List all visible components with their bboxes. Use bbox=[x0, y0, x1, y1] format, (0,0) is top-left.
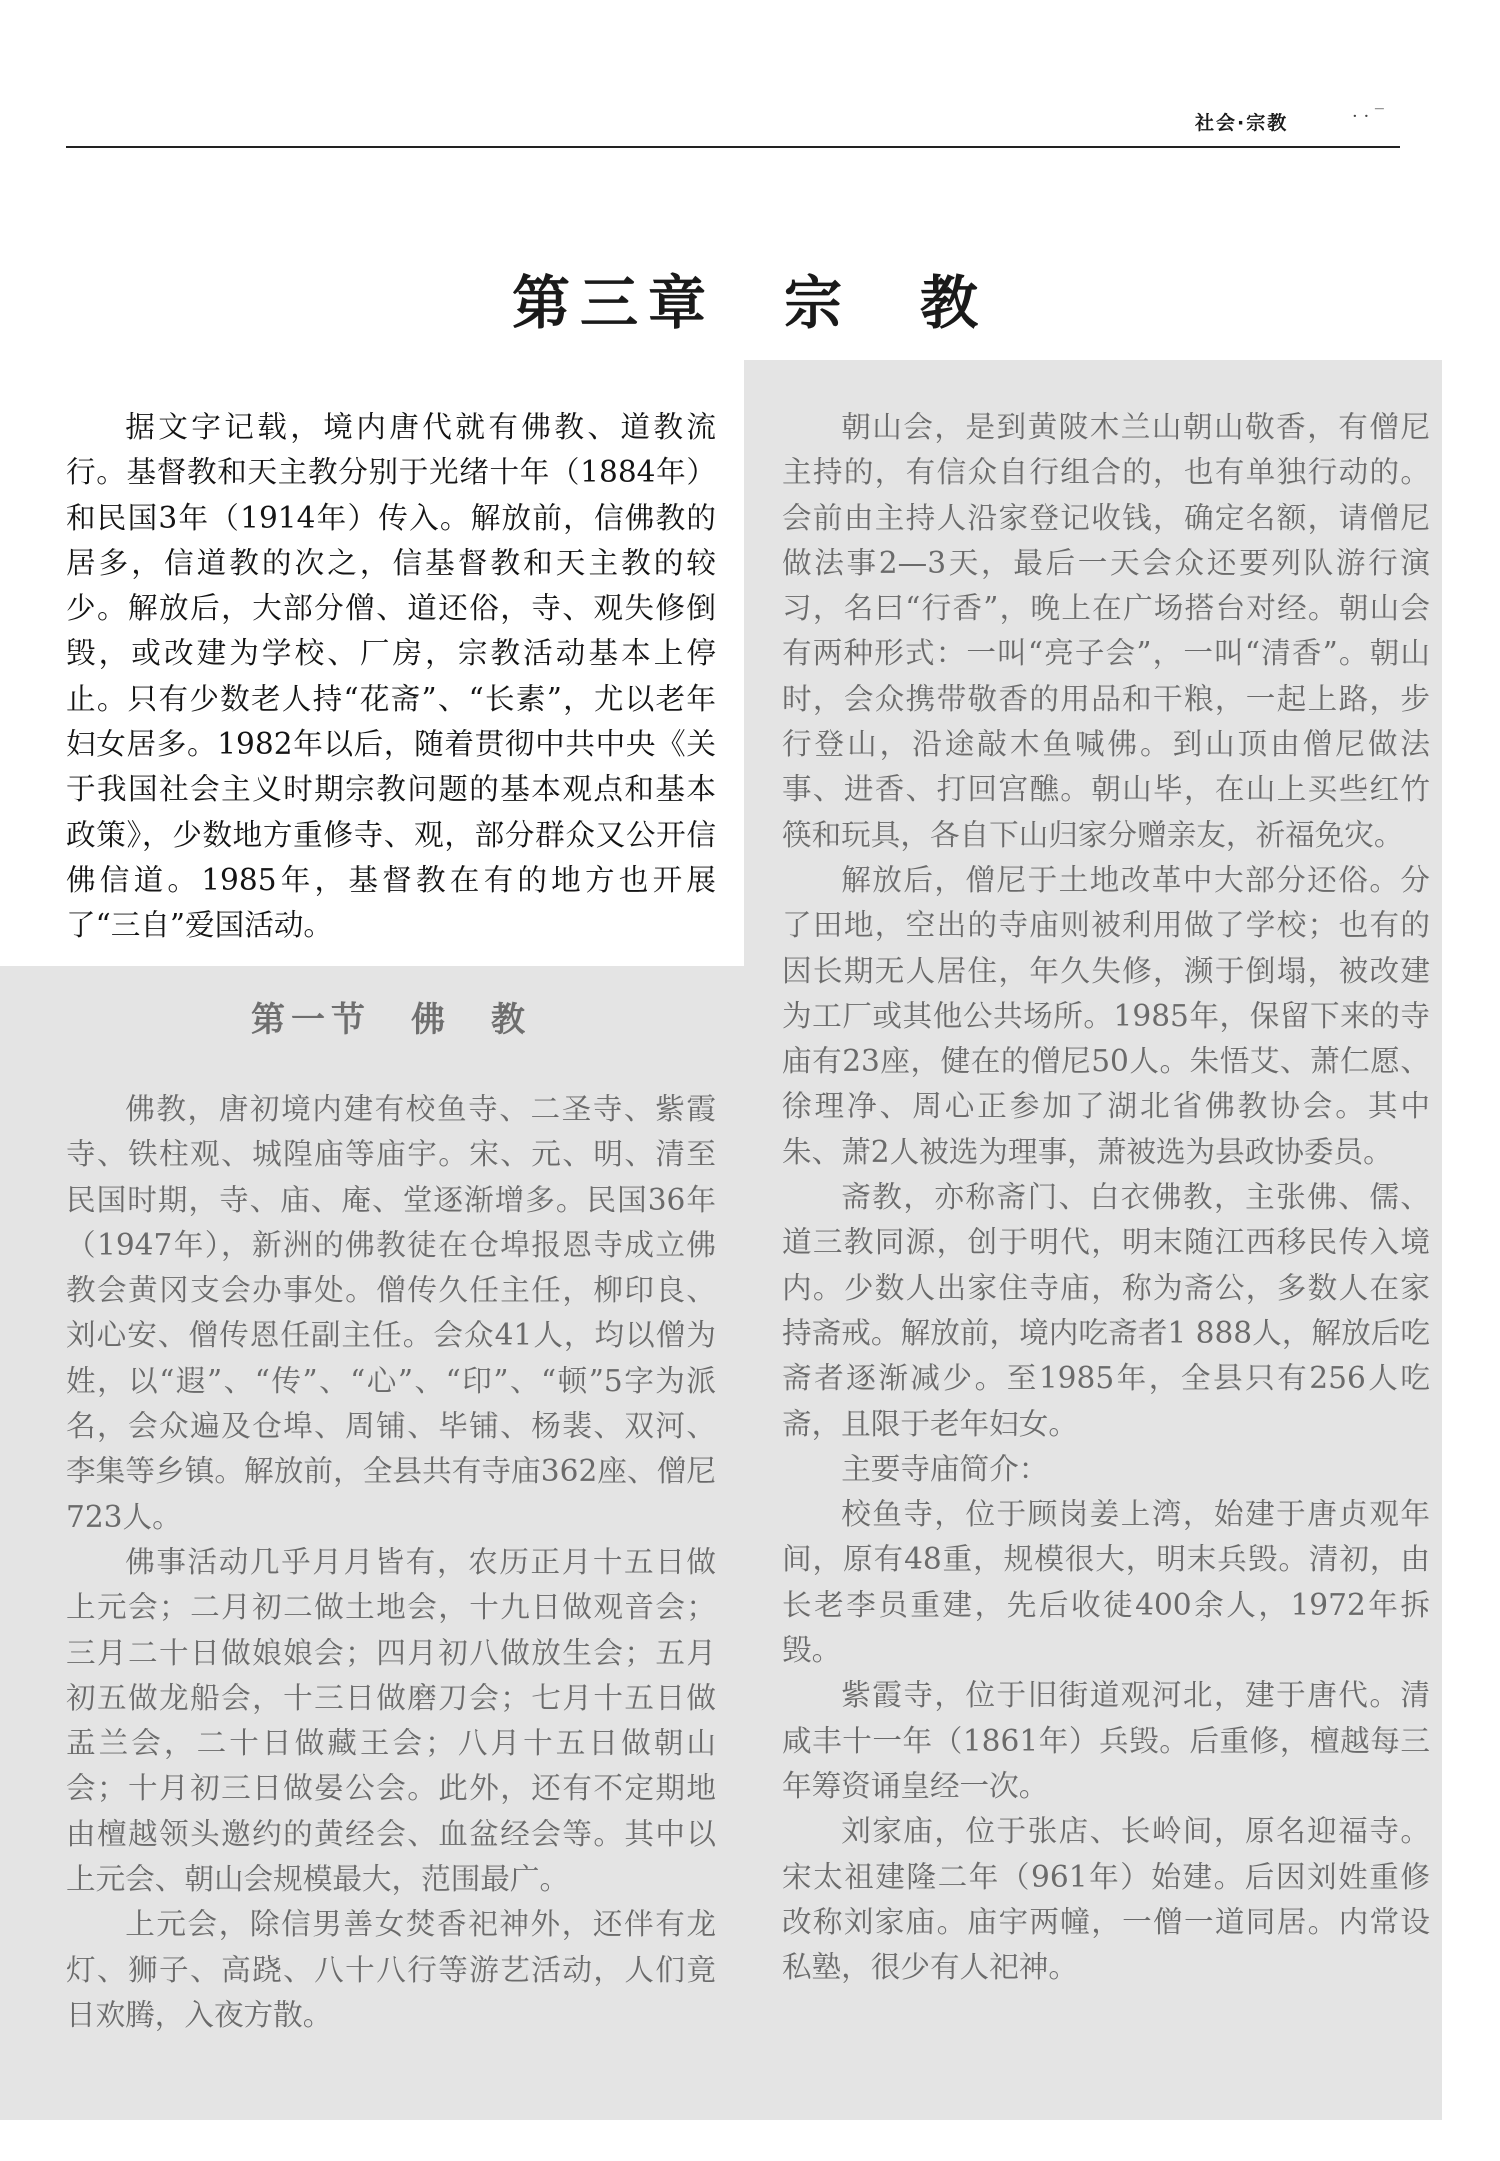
right-column bbox=[782, 405, 1430, 1990]
left-paragraph-3: 上元会，除信男善女焚香祀神外，还伴有龙灯、狮子、高跷、八十八行等游艺活动，人们竟日欢腾，入夜方散。 bbox=[66, 1907, 716, 2032]
left-paragraph-1: 佛教，唐初境内建有校鱼寺、二圣寺、紫霞寺、铁柱观、城隍庙等庙宇。宋、元、明、清至民国时期，寺、庙、庵、堂逐渐增多。民国36年（1947年），新洲的佛教徒在仓埠报恩寺成立佛教会黄冈支会办事处。僧传久任主任，柳印良、刘心安、僧传恩任副主任。会众41人，均以僧为姓，以“遐”、“传”、“心”、“印”、“顿”5字为派名，会众遍及仓埠、周铺、毕铺、杨裴、双河、李集等乡镇。解放前，全县共有寺庙362座、僧尼723人。 bbox=[66, 1092, 716, 1534]
right-paragraph-7: 刘家庙，位于张店、长岭间，原名迎福寺。宋太祖建隆二年（961年）始建。后因刘姓重修改称刘家庙。庙宇两幢，一僧一道同居。内常设私塾，很少有人祀神。 bbox=[782, 1814, 1430, 1985]
header-ornament: · · ‾ bbox=[1352, 106, 1384, 127]
chapter-title: 第三章 宗 教 bbox=[511, 269, 988, 337]
right-paragraph-4: 主要寺庙简介： bbox=[841, 1451, 1049, 1486]
section-title: 第一节 佛 教 bbox=[251, 1000, 531, 1040]
running-header: 社会·宗教 bbox=[1195, 112, 1289, 134]
right-paragraph-5: 校鱼寺，位于顾岗姜上湾，始建于唐贞观年间，原有48重，规模很大，明末兵毁。清初，由长老李员重建，先后收徒400余人，1972年拆毁。 bbox=[782, 1497, 1430, 1668]
right-paragraph-6: 紫霞寺，位于旧街道观河北，建于唐代。清咸丰十一年（1861年）兵毁。后重修，檀越每三年筹资诵皇经一次。 bbox=[782, 1678, 1430, 1803]
right-paragraph-1: 朝山会，是到黄陂木兰山朝山敬香，有僧尼主持的，有信众自行组合的，也有单独行动的。会前由主持人沿家登记收钱，确定名额，请僧尼做法事2—3天，最后一天会众还要列队游行演习，名曰“行香”，晚上在广场搭台对经。朝山会有两种形式：一叫“亮子会”，一叫“清香”。朝山时，会众携带敬香的用品和干粮，一起上路，步行登山，沿途敲木鱼喊佛。到山顶由僧尼做法事、进香、打回宫醮。朝山毕，在山上买些红竹筷和玩具，各自下山归家分赠亲友，祈福免灾。 bbox=[782, 410, 1430, 852]
left-paragraph-2: 佛事活动几乎月月皆有，农历正月十五日做上元会；二月初二做土地会，十九日做观音会；三月二十日做娘娘会；四月初八做放生会；五月初五做龙船会，十三日做磨刀会；七月十五日做盂兰会，二十日做藏王会；八月十五日做朝山会；十月初三日做晏公会。此外，还有不定期地由檀越领头邀约的黄经会、血盆经会等。其中以上元会、朝山会规模最大，范围最广。 bbox=[66, 1544, 716, 1897]
intro-paragraph: 据文字记载，境内唐代就有佛教、道教流行。基督教和天主教分别于光绪十年（1884年）和民国3年（1914年）传入。解放前，信佛教的居多，信道教的次之，信基督教和天主教的较少。解放后，大部分僧、道还俗，寺、观失修倒毁，或改建为学校、厂房，宗教活动基本上停止。只有少数老人持“花斋”、“长素”，尤以老年妇女居多。1982年以后，随着贯彻中共中央《关于我国社会主义时期宗教问题的基本观点和基本政策》，少数地方重修寺、观，部分群众又公开信佛信道。1985年，基督教在有的地方也开展了“三自”爱国活动。 bbox=[66, 410, 716, 943]
left-column bbox=[66, 1087, 716, 2038]
right-paragraph-3: 斋教，亦称斋门、白衣佛教，主张佛、儒、道三教同源，创于明代，明末随江西移民传入境内。少数人出家住寺庙，称为斋公，多数人在家持斋戒。解放前，境内吃斋者1 888人，解放后吃斋者逐渐减少。至1985年，全县只有256人吃斋，且限于老年妇女。 bbox=[782, 1180, 1430, 1441]
right-paragraph-2: 解放后，僧尼于土地改革中大部分还俗。分了田地，空出的寺庙则被利用做了学校；也有的因长期无人居住，年久失修，濒于倒塌，被改建为工厂或其他公共场所。1985年，保留下来的寺庙有23座，健在的僧尼50人。朱悟艾、萧仁愿、徐理净、周心正参加了湖北省佛教协会。其中朱、萧2人被选为理事，萧被选为县政协委员。 bbox=[782, 862, 1430, 1169]
header-rule bbox=[66, 146, 1400, 148]
intro-column bbox=[66, 405, 716, 949]
